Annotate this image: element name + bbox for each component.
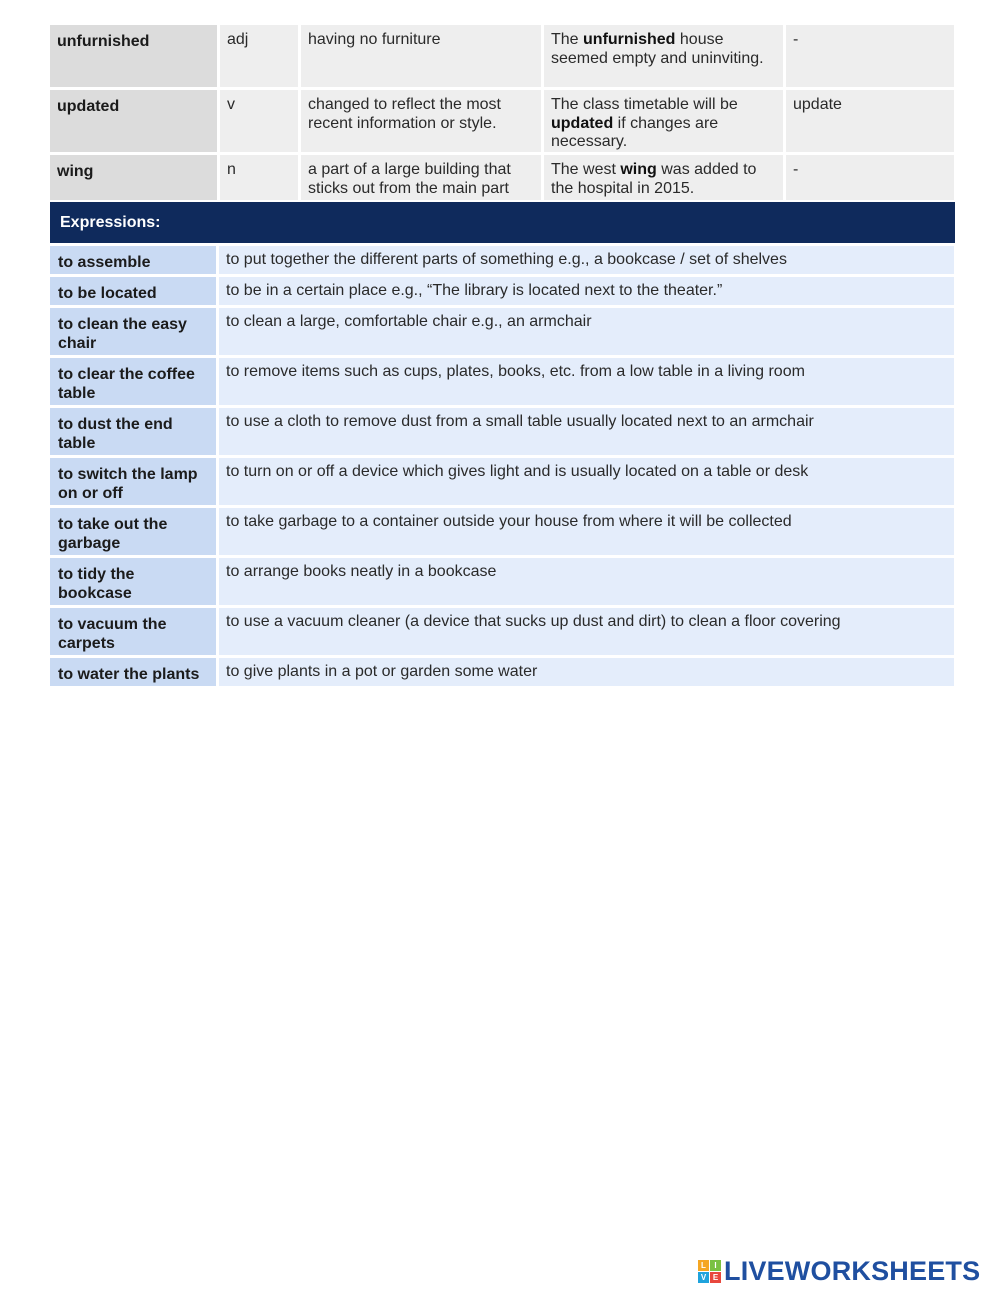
logo-letter: V <box>698 1272 709 1283</box>
expression-row <box>50 458 954 505</box>
expression-meaning: to be in a certain place e.g., “The library is located next to the theater.” <box>219 277 954 305</box>
expression-meaning: to remove items such as cups, plates, books, etc. from a low table in a living room <box>219 358 954 405</box>
logo-letter: L <box>698 1260 709 1271</box>
expression-meaning: to use a vacuum cleaner (a device that sucks up dust and dirt) to clean a floor covering <box>219 608 954 655</box>
example-text: The class timetable will be <box>551 96 738 113</box>
expression-meaning: to arrange books neatly in a bookcase <box>219 558 954 605</box>
vocab-related: update <box>786 90 954 152</box>
expression-term: to clear the coffee table <box>50 358 216 405</box>
expression-meaning: to clean a large, comfortable chair e.g., an armchair <box>219 308 954 355</box>
example-text: The <box>551 31 584 48</box>
liveworksheets-logo[interactable] <box>698 1256 980 1286</box>
vocab-example <box>544 90 783 152</box>
expression-row <box>50 508 954 555</box>
example-text: was added to the hospital in 2015. <box>551 161 757 197</box>
expression-row <box>50 608 954 655</box>
expression-term: to assemble <box>50 246 216 274</box>
expression-term: to water the plants <box>50 658 216 686</box>
vocab-row <box>50 155 954 200</box>
expressions-table <box>50 246 954 689</box>
vocab-pos: adj <box>220 25 298 87</box>
expression-term: to switch the lamp on or off <box>50 458 216 505</box>
expression-term: to clean the easy chair <box>50 308 216 355</box>
vocab-definition: having no furniture <box>301 25 541 87</box>
vocab-definition: a part of a large building that sticks out from the main part <box>301 155 541 200</box>
example-text: if changes are necessary. <box>551 114 719 150</box>
expression-row <box>50 658 954 686</box>
vocab-pos: v <box>220 90 298 152</box>
example-text: house seemed empty and uninviting. <box>551 31 764 67</box>
logo-icon <box>698 1260 721 1283</box>
vocab-example <box>544 155 783 200</box>
logo-text: LIVEWORKSHEETS <box>724 1255 981 1286</box>
logo-letter: I <box>710 1260 721 1271</box>
expression-row <box>50 277 954 305</box>
logo-letter: E <box>710 1272 721 1283</box>
vocab-example <box>544 25 783 87</box>
expression-term: to tidy the bookcase <box>50 558 216 605</box>
vocab-word: wing <box>50 155 217 200</box>
expression-row <box>50 246 954 274</box>
vocab-related: - <box>786 25 954 87</box>
vocab-definition: changed to reflect the most recent information or style. <box>301 90 541 152</box>
vocab-pos: n <box>220 155 298 200</box>
expression-meaning: to put together the different parts of something e.g., a bookcase / set of shelves <box>219 246 954 274</box>
expression-row <box>50 558 954 605</box>
example-keyword: wing <box>620 161 657 178</box>
vocab-word: unfurnished <box>50 25 217 87</box>
example-keyword: updated <box>551 114 614 132</box>
expressions-header: Expressions: <box>50 202 955 243</box>
vocabulary-table <box>50 25 954 203</box>
example-keyword: unfurnished <box>583 31 676 48</box>
expression-row <box>50 308 954 355</box>
expression-meaning: to take garbage to a container outside your house from where it will be collected <box>219 508 954 555</box>
expression-row <box>50 408 954 455</box>
vocab-word: updated <box>50 90 217 152</box>
expression-meaning: to give plants in a pot or garden some water <box>219 658 954 686</box>
expression-meaning: to use a cloth to remove dust from a small table usually located next to an armchair <box>219 408 954 455</box>
expression-term: to vacuum the carpets <box>50 608 216 655</box>
expression-term: to be located <box>50 277 216 305</box>
example-text: The west <box>551 161 621 178</box>
expression-term: to take out the garbage <box>50 508 216 555</box>
expression-row <box>50 358 954 405</box>
expression-meaning: to turn on or off a device which gives light and is usually located on a table or desk <box>219 458 954 505</box>
vocab-related: - <box>786 155 954 200</box>
vocab-row <box>50 90 954 152</box>
vocab-row <box>50 25 954 87</box>
expression-term: to dust the end table <box>50 408 216 455</box>
